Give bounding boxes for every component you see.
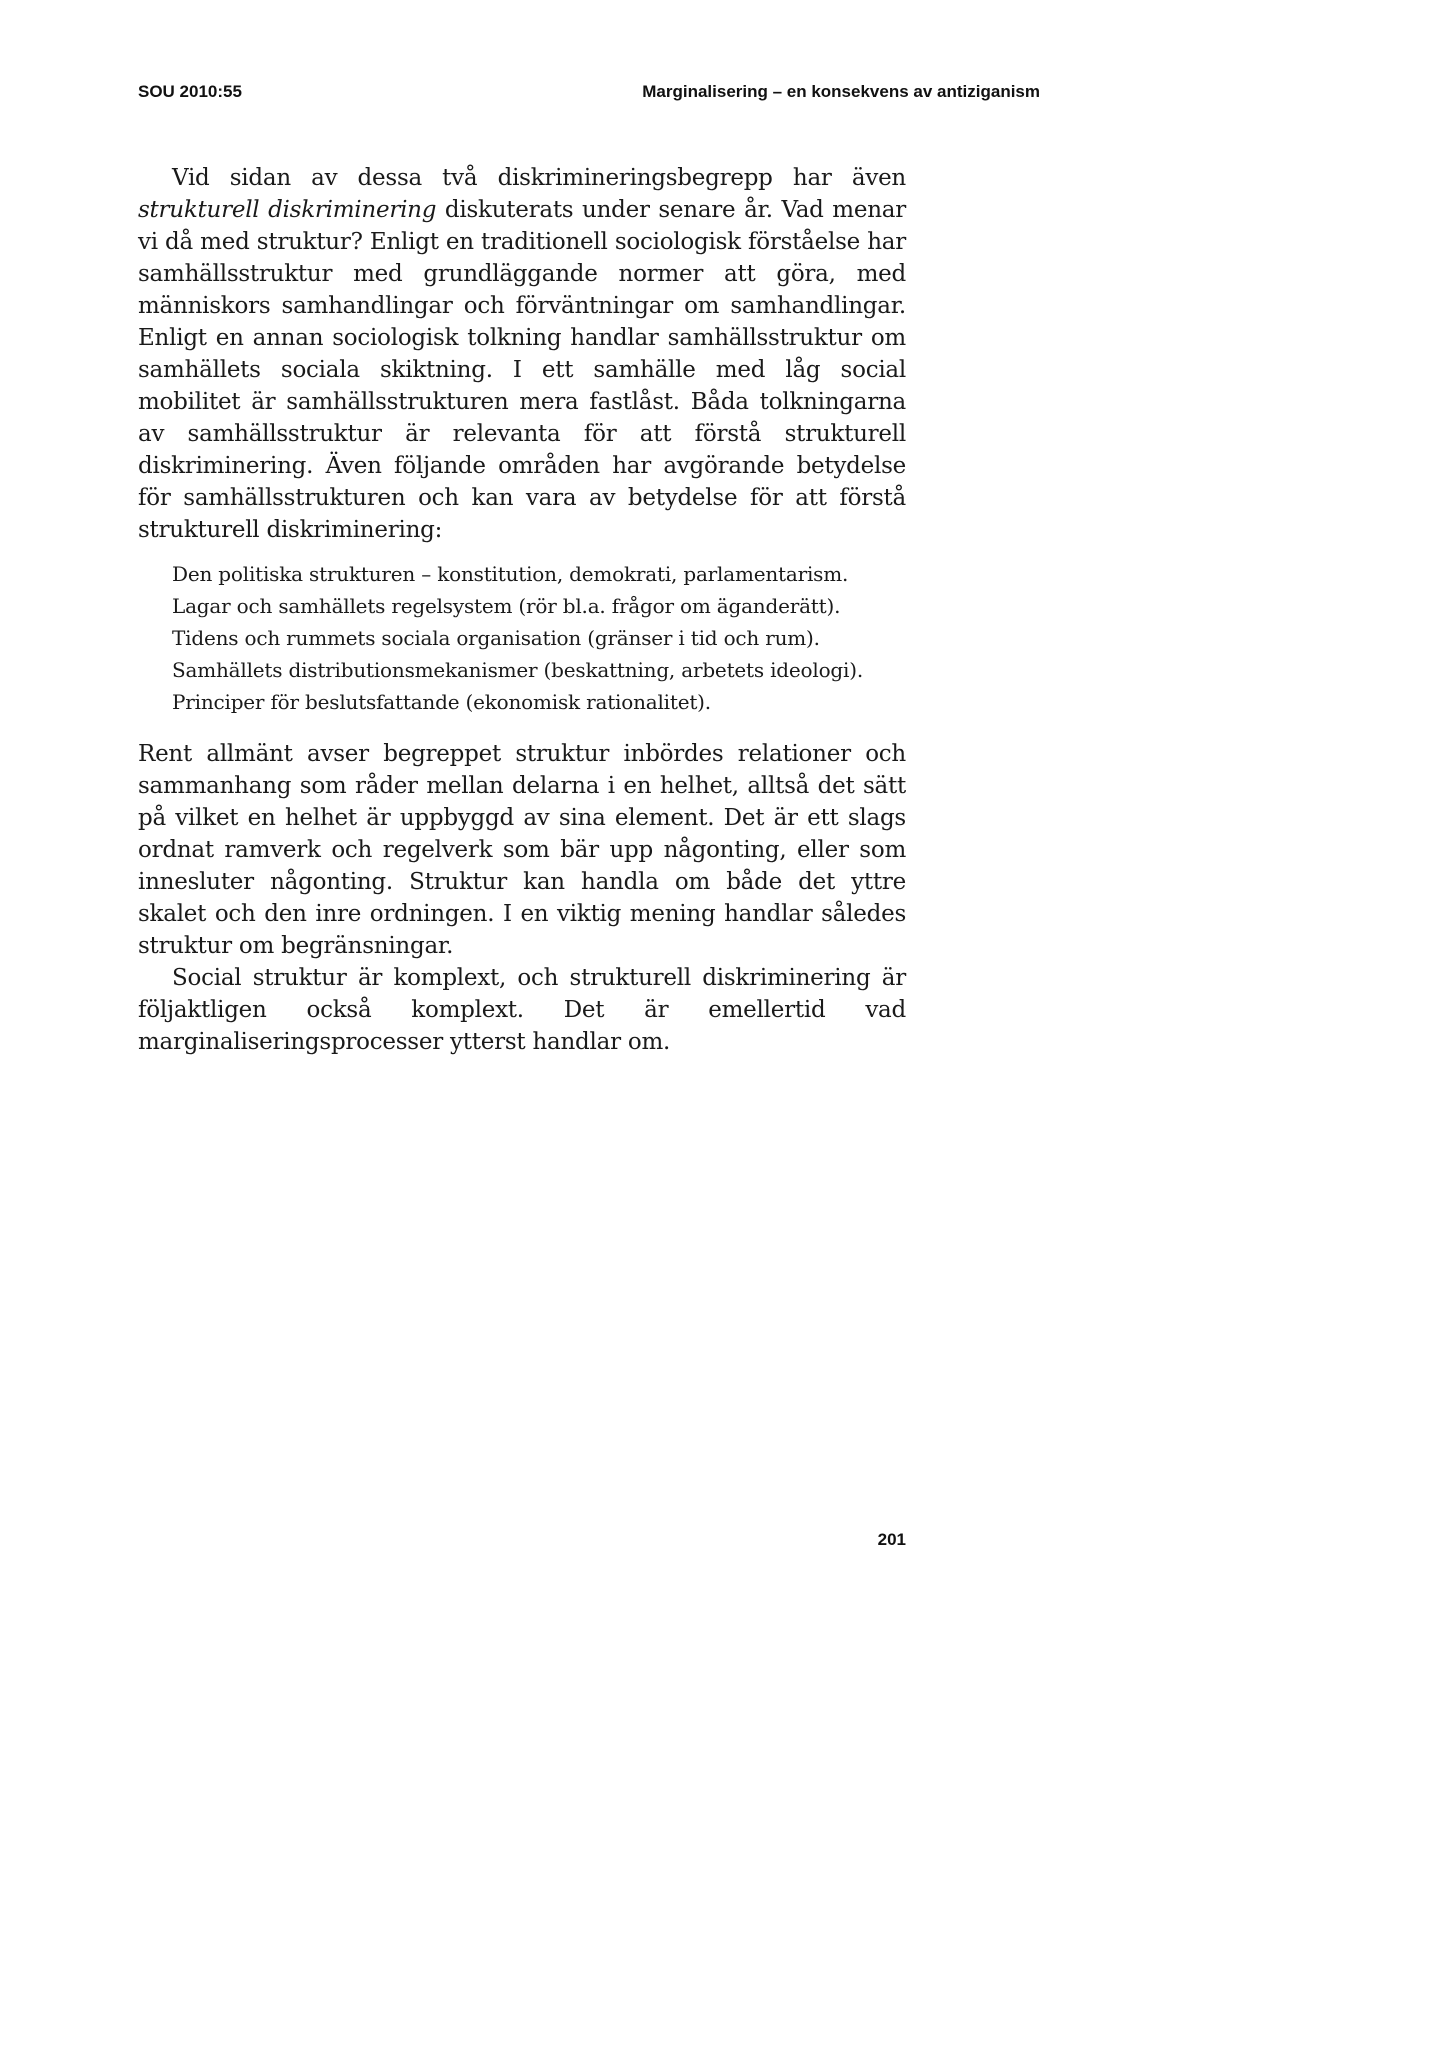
- list-item: Tidens och rummets sociala organisation (gränser i tid och rum).: [172, 626, 820, 650]
- list-item: Samhällets distributionsmekanismer (beskattning, arbetets ideologi).: [172, 658, 863, 682]
- report-number: SOU 2010:55: [138, 82, 242, 101]
- italic-term: strukturell diskriminering: [138, 197, 437, 223]
- list-item: Den politiska strukturen – konstitution, demokrati, parlamentarism.: [172, 562, 849, 586]
- list-item: Lagar och samhällets regelsystem (rör bl.a. frågor om äganderätt).: [172, 594, 841, 618]
- paragraph-social-structure: Social struktur är komplext, och strukturell diskriminering är följaktligen också komplext. Det är emellertid vad marginaliseringsprocesser ytterst handlar om.: [138, 965, 906, 1055]
- list-item: Principer för beslutsfattande (ekonomisk rationalitet).: [172, 690, 711, 714]
- paragraph-structure-definition: Rent allmänt avser begreppet struktur inbördes relationer och sammanhang som råder mellan delarna i en helhet, alltså det sätt på vilket en helhet är uppbyggd av sina element. Det är ett slags ordnat ramverk och regelverk som bär upp någonting, eller som innesluter någonting. Struktur kan handla om både det yttre skalet och den inre ordningen. I en viktig mening handlar således struktur om begränsningar.: [138, 741, 906, 959]
- structure-list: [172, 558, 906, 718]
- body-text: [138, 162, 906, 1058]
- paragraph-1-intro: Vid sidan av dessa två diskrimineringsbegrepp har även: [172, 165, 906, 191]
- page-number: 201: [877, 1530, 906, 1549]
- chapter-title: Marginalisering – en konsekvens av antiziganism: [642, 82, 1040, 101]
- paragraph-1-rest: diskuterats under senare år. Vad menar vi då med struktur? Enligt en traditionell sociologisk förståelse har samhällsstruktur med grundläggande normer att göra, med människors samhandlingar och förväntningar om samhandlingar. Enligt en annan sociologisk tolkning handlar samhällsstruktur om samhällets sociala skiktning. I ett samhälle med låg social mobilitet är samhällsstrukturen mera fastlåst. Båda tolkningarna av samhällsstruktur är relevanta för att förstå strukturell diskriminering. Även följande områden har avgörande betydelse för samhällsstrukturen och kan vara av betydelse för att förstå strukturell diskriminering:: [138, 197, 906, 543]
- running-header: [138, 82, 1040, 106]
- paragraph-structural-discrimination: [138, 162, 906, 546]
